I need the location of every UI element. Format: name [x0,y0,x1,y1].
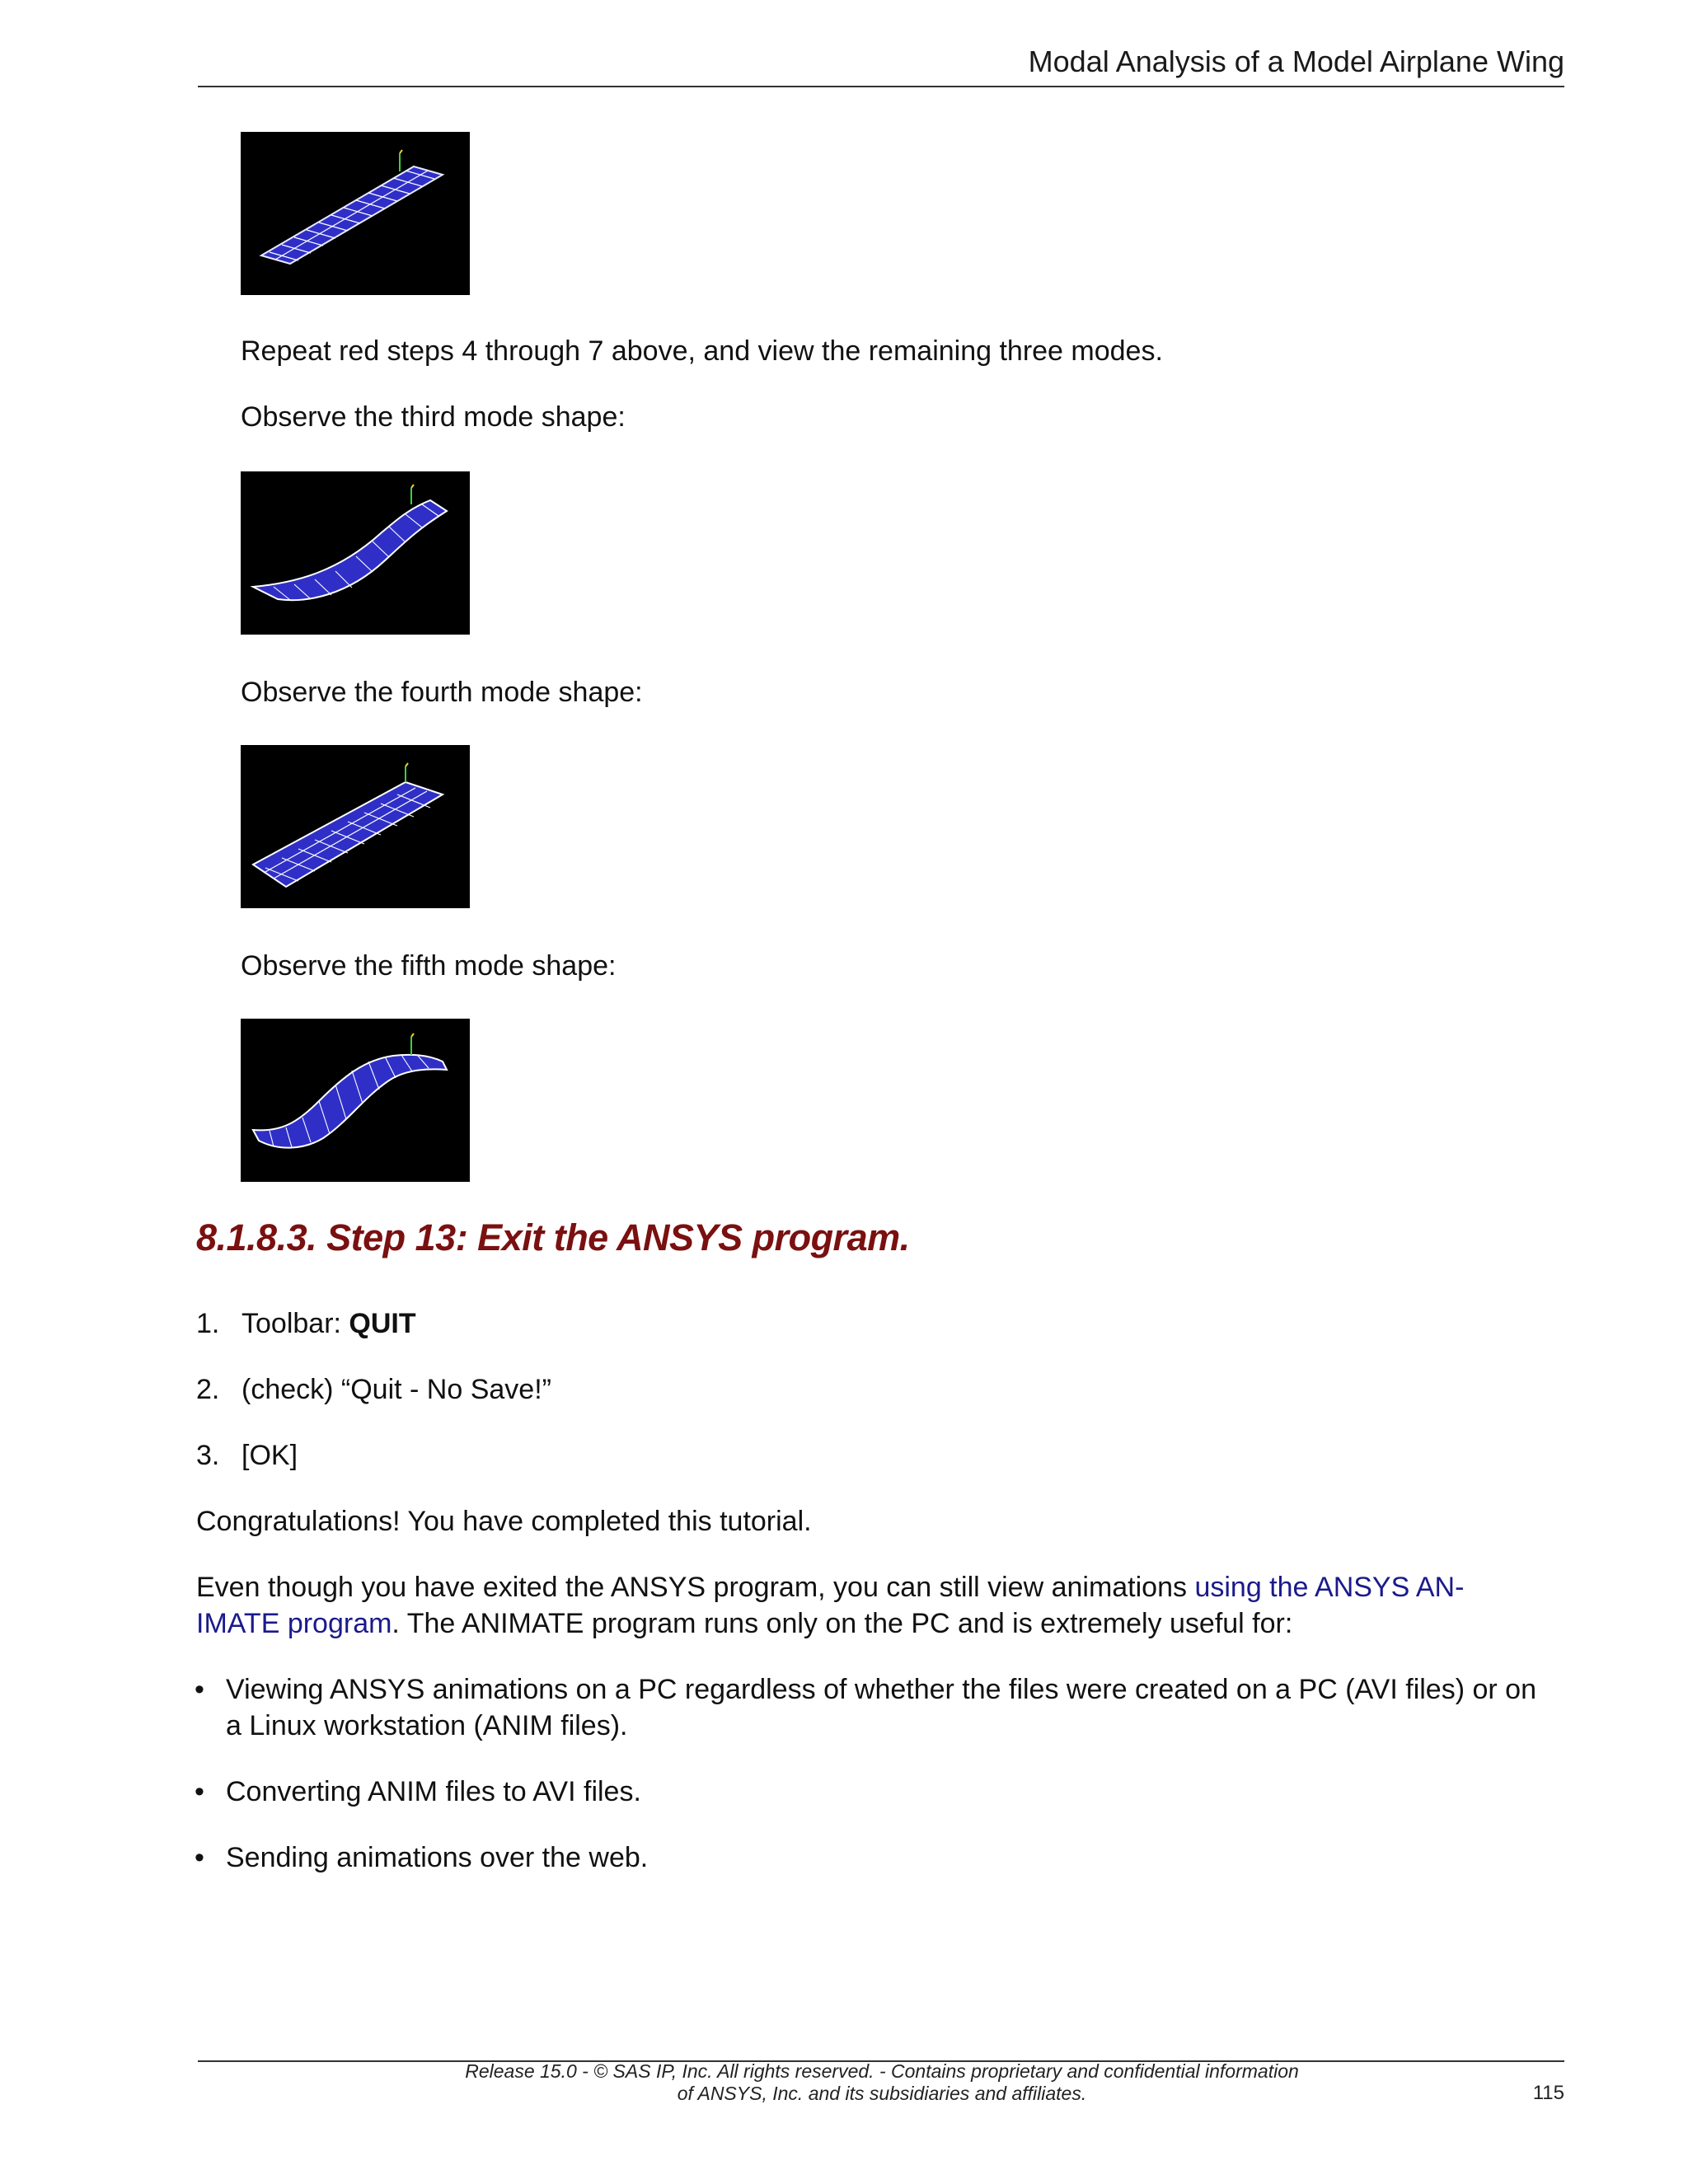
bullet-marker: • [195,1842,204,1873]
footer-copyright [363,2060,1401,2105]
bullet-item: Converting ANIM files to AVI files. [226,1776,641,1807]
animate-paragraph-line-2 [196,1605,1292,1642]
paragraph-text: Even though you have exited the ANSYS program, you can still view animations [196,1572,1195,1603]
wing-mesh-image [241,471,470,635]
bullet-item-continuation: a Linux workstation (ANIM files). [226,1710,628,1741]
step-item [196,1371,551,1408]
wing-mesh-image [241,1019,470,1182]
footer-line-2: of ANSYS, Inc. and its subsidiaries and affiliates. [677,2083,1087,2104]
repeat-steps-text: Repeat red steps 4 through 7 above, and view the remaining three modes. [241,335,1163,367]
page-header-title: Modal Analysis of a Model Airplane Wing [1028,45,1564,78]
step-text: [OK] [241,1440,298,1471]
wing-mesh-image [241,745,470,908]
header-divider [198,86,1564,87]
wing-mode-figure-3 [241,745,470,908]
animate-program-link[interactable]: IMATE program [196,1608,392,1639]
step-text: (check) “Quit - No Save!” [241,1374,551,1405]
step-number: 2. [196,1374,220,1405]
fifth-mode-caption: Observe the fifth mode shape: [241,950,617,982]
step-text: Toolbar: [241,1308,349,1339]
step-item [196,1305,416,1342]
footer-line-1: Release 15.0 - © SAS IP, Inc. All rights reserved. - Contains proprietary and confidential information [465,2060,1299,2082]
page-number: 115 [1532,2082,1564,2104]
fourth-mode-caption: Observe the fourth mode shape: [241,677,643,708]
bullet-marker: • [195,1776,204,1807]
wing-mode-figure-2 [241,471,470,635]
bullet-item: Sending animations over the web. [226,1842,649,1873]
congratulations-text: Congratulations! You have completed this tutorial. [196,1506,812,1537]
paragraph-text: . The ANIMATE program runs only on the PC and is extremely useful for: [392,1608,1293,1639]
animate-program-link[interactable]: using the ANSYS AN- [1194,1572,1465,1603]
step-bold-text: QUIT [349,1308,416,1339]
section-heading: 8.1.8.3. Step 13: Exit the ANSYS program. [196,1216,910,1258]
wing-mode-figure-4 [241,1019,470,1182]
bullet-marker: • [195,1674,204,1705]
wing-mesh-image [241,132,470,295]
step-number: 1. [196,1308,220,1339]
step-item [196,1437,298,1474]
step-number: 3. [196,1440,220,1471]
wing-mode-figure-1 [241,132,470,295]
animate-paragraph-line-1 [196,1569,1464,1605]
third-mode-caption: Observe the third mode shape: [241,401,626,433]
bullet-item: Viewing ANSYS animations on a PC regardless of whether the files were created on a PC (AVI files) or on [226,1674,1536,1705]
